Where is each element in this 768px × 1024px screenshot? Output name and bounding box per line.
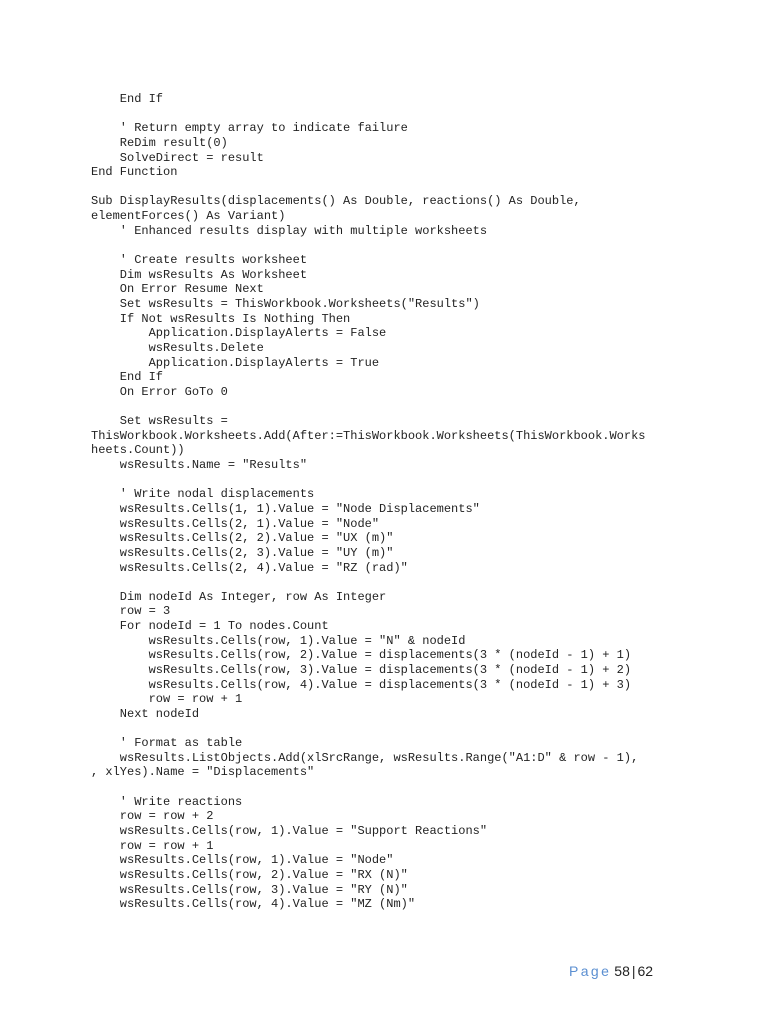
code-line: ReDim result(0) <box>91 135 228 150</box>
code-line: Dim wsResults As Worksheet <box>91 267 308 282</box>
code-line: , xlYes).Name = "Displacements" <box>91 765 315 780</box>
code-line <box>91 107 691 122</box>
page-footer <box>569 962 653 980</box>
code-line: ThisWorkbook.Worksheets.Add(After:=ThisWorkbook.Worksheets(ThisWorkbook.Works <box>91 428 646 443</box>
code-line: wsResults.Cells(row, 1).Value = "Support Reactions" <box>91 824 488 839</box>
code-line: ' Write nodal displacements <box>91 487 315 502</box>
code-line: wsResults.Delete <box>91 340 264 355</box>
code-line: End If <box>91 370 164 385</box>
code-line <box>91 473 691 488</box>
code-line: ' Format as table <box>91 736 243 751</box>
code-line <box>91 780 691 795</box>
code-line: row = row + 2 <box>91 809 214 824</box>
code-listing <box>91 92 691 912</box>
code-line: wsResults.Cells(2, 2).Value = "UX (m)" <box>91 531 394 546</box>
code-line <box>91 399 691 414</box>
code-line: elementForces() As Variant) <box>91 209 286 224</box>
code-line: ' Enhanced results display with multiple worksheets <box>91 223 488 238</box>
code-line: wsResults.Cells(row, 4).Value = "MZ (Nm)" <box>91 897 416 912</box>
code-line: heets.Count)) <box>91 443 185 458</box>
code-line: wsResults.Cells(row, 3).Value = "RY (N)" <box>91 882 408 897</box>
code-line: row = 3 <box>91 604 171 619</box>
code-line: wsResults.Cells(row, 1).Value = "Node" <box>91 853 394 868</box>
code-line: On Error GoTo 0 <box>91 384 228 399</box>
code-line: ' Create results worksheet <box>91 253 308 268</box>
code-line: row = row + 1 <box>91 838 214 853</box>
total-pages: 62 <box>637 963 654 979</box>
code-line: Set wsResults = <box>91 414 228 429</box>
code-line: Next nodeId <box>91 706 200 721</box>
code-line: wsResults.ListObjects.Add(xlSrcRange, wsResults.Range("A1:D" & row - 1), <box>91 750 639 765</box>
code-line: ' Write reactions <box>91 794 243 809</box>
code-line: wsResults.Name = "Results" <box>91 458 308 473</box>
code-line: SolveDirect = result <box>91 150 264 165</box>
code-line: Application.DisplayAlerts = False <box>91 326 387 341</box>
code-line: wsResults.Cells(row, 2).Value = "RX (N)" <box>91 867 408 882</box>
code-line: wsResults.Cells(1, 1).Value = "Node Displacements" <box>91 501 480 516</box>
code-line: Sub DisplayResults(displacements() As Double, reactions() As Double, <box>91 194 581 209</box>
code-line: wsResults.Cells(row, 3).Value = displacements(3 * (nodeId - 1) + 2) <box>91 662 632 677</box>
code-line: wsResults.Cells(2, 4).Value = "RZ (rad)" <box>91 560 408 575</box>
code-line <box>91 180 691 195</box>
code-line: wsResults.Cells(row, 2).Value = displacements(3 * (nodeId - 1) + 1) <box>91 648 632 663</box>
code-line: On Error Resume Next <box>91 282 264 297</box>
code-line: End Function <box>91 165 178 180</box>
code-line: wsResults.Cells(2, 1).Value = "Node" <box>91 516 380 531</box>
code-line: End If <box>91 92 164 106</box>
code-line <box>91 238 691 253</box>
code-line: row = row + 1 <box>91 692 243 707</box>
code-line: wsResults.Cells(2, 3).Value = "UY (m)" <box>91 545 394 560</box>
code-line: Set wsResults = ThisWorkbook.Worksheets("Results") <box>91 296 480 311</box>
code-line: Application.DisplayAlerts = True <box>91 355 380 370</box>
code-line: If Not wsResults Is Nothing Then <box>91 311 351 326</box>
code-line: Dim nodeId As Integer, row As Integer <box>91 589 387 604</box>
code-line <box>91 575 691 590</box>
code-line <box>91 722 691 737</box>
code-line: wsResults.Cells(row, 4).Value = displacements(3 * (nodeId - 1) + 3) <box>91 677 632 692</box>
code-line: For nodeId = 1 To nodes.Count <box>91 619 329 634</box>
code-line: ' Return empty array to indicate failure <box>91 121 408 136</box>
page-label: Page <box>569 963 612 979</box>
page-number: 58 <box>614 963 630 979</box>
page-separator: | <box>631 963 636 979</box>
code-line: wsResults.Cells(row, 1).Value = "N" & nodeId <box>91 633 466 648</box>
